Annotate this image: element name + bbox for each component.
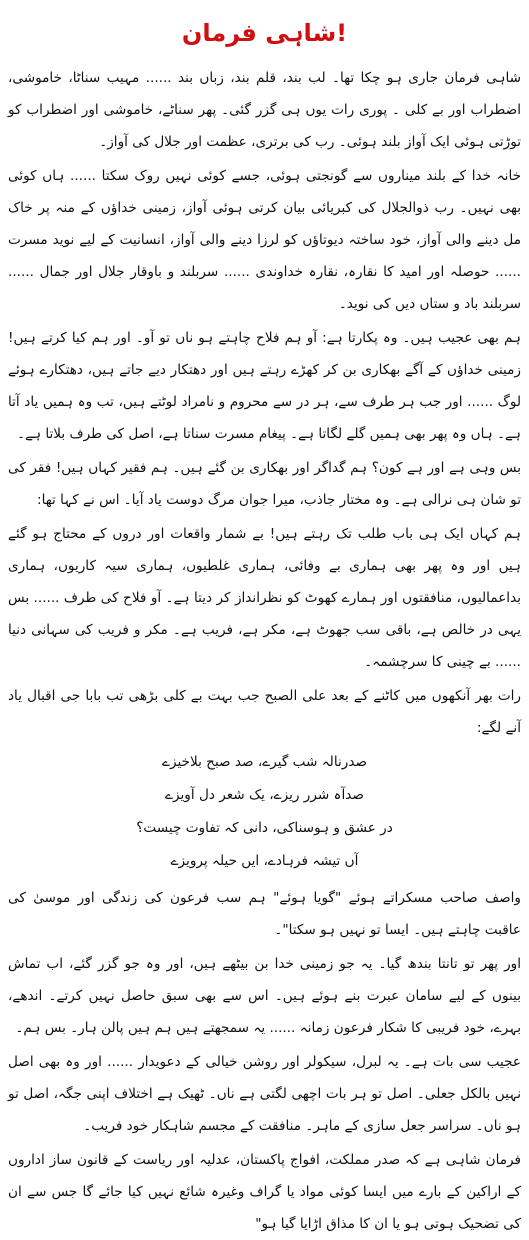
paragraph-6: رات بھر آنکھوں میں کاٹنے کے بعد علی الصبح جب بہت بے کلی بڑھی تب بابا جی اقبال یاد آنے لگے: xyxy=(8,688,521,736)
verse-line-1: صدرنالہ شب گیرے، صد صبح بلاخیزے xyxy=(161,754,367,770)
paragraph-10: فرمان شاہی ہے کہ صدر مملکت، افواج پاکستان، عدلیہ اور ریاست کے قانون ساز اداروں کے اراکین کے بارے میں ایسا کوئی مواد یا گراف وغیرہ شائع نہیں کیا جائے گا جس سے ان کی تضحیک ہوتی ہو یا ان کا مذاق اڑایا گیا ہو" xyxy=(8,1152,521,1232)
paragraph-5: ہم کہاں ایک ہی باب طلب تک رہتے ہیں! بے شمار واقعات اور دروں کے محتاج ہو گئے ہیں اور وہ پھر بھی ہماری بے وفائی، ہماری غلطیوں، ہماری سیہ کاریوں، ہماری بداعمالیوں، منافقتوں اور ہمارے کھوٹ کو نظرانداز کر دیتا ہے۔ آو فلاح کی طرف ...... بس یہی در خالص ہے، باقی سب جھوٹ ہے، مکر ہے، فریب ہے۔ مکر و فریب کی سہانی دنیا ...... بے چینی کا سرچشمہ۔ xyxy=(8,526,521,670)
paragraph-3: ہم بھی عجیب ہیں۔ وہ پکارتا ہے: آو ہم فلاح چاہتے ہو ناں تو آو۔ اور ہم کیا کرتے ہیں! زمینی خداؤں کے آگے بھکاری بن کر کھڑے رہتے ہیں اور دھتکار دیے جاتے ہیں، دھتکارے ہوئے لوگ ...... اور جب ہر طرف سے، ہر در سے محروم و نامراد لوٹتے ہیں، تب وہ ہمیں یاد آتا ہے۔ ہاں وہ پھر بھی ہمیں گلے لگاتا ہے۔ پیغام مسرت سناتا ہے، اصل کی طرف بلاتا ہے۔ xyxy=(8,330,521,442)
paragraph-1: شاہی فرمان جاری ہو چکا تھا۔ لب بند، قلم بند، زباں بند ...... مہیب سناٹا، خاموشی، اضطراب اور بے کلی ۔ پوری رات یوں ہی گزر گئی۔ پھر سناٹے، خاموشی اور اضطراب کو توڑتی ہوئی ایک آواز بلند ہوئی۔ رب کی برتری، عظمت اور جلال کی آواز۔ xyxy=(8,70,521,150)
paragraph-9: عجیب سی بات ہے۔ یہ لبرل، سیکولر اور روشن خیالی کے دعویدار ...... اور وہ بھی اصل نہیں بالکل جعلی۔ اصل تو ہر بات اچھی لگتی ہے ناں۔ ٹھیک ہے اختلاف اپنی جگہ، اصل تو ہو ناں۔ سراسر جعل سازی کے ماہر۔ منافقت کے مجسم شاہکار خود فریب۔ xyxy=(8,1054,521,1134)
verse-line-3: در عشق و ہوسناکی، دانی کہ تفاوت چیست؟ xyxy=(136,820,393,836)
paragraph-8: اور پھر تو تانتا بندھ گیا۔ یہ جو زمینی خدا بن بیٹھے ہیں، اور وہ جو گزر گئے، اب تماش بینوں کے لیے سامان عبرت بنے ہوئے ہیں۔ اس سے بھی سبق حاصل نہیں کرتے۔ اندھے، بہرے، خود فریبی کا شکار فرعون زمانہ ...... یہ سمجھتے ہیں ہم ہیں پالن ہار۔ بس ہم۔ xyxy=(8,956,521,1036)
verse-line-2: صدآہ شرر ریزے، یک شعر دل آویزے xyxy=(165,787,364,803)
verse-line-4: آں تیشہ فرہادے، ایں حیلہ پرویزے xyxy=(170,853,359,869)
poem-verses xyxy=(8,746,521,878)
paragraph-2: خانہ خدا کے بلند میناروں سے گونجتی ہوئی، جسے کوئی نہیں روک سکتا ...... ہاں کوئی بھی نہیں۔ رب ذوالجلال کی کبریائی بیان کرتی ہوئی آواز، زمینی خداؤں کے منہ پر خاک مل دینے والی آواز، خود ساختہ دیوتاؤں کو لرزا دینے والی آواز، انسانیت کے لیے نوید مسرت ...... حوصلہ اور امید کا نقارہ، نقارہ خداوندی ...... سربلند و باوقار جلال اور جمال ...... سربلند باد و ستاں دیں کی نوید۔ xyxy=(8,168,521,312)
article-title: شاہی فرمان! xyxy=(181,19,348,47)
paragraph-7: واصف صاحب مسکراتے ہوئے "گویا ہوئے" ہم سب فرعون کی زندگی اور موسیٰ کی عاقبت چاہتے ہیں۔ ایسا تو نہیں ہو سکتا"۔ xyxy=(8,890,521,938)
paragraph-4: بس وہی ہے اور ہے کون؟ ہم گداگر اور بھکاری بن گئے ہیں۔ ہم فقیر کہاں ہیں! فقر کی تو شان ہی نرالی ہے۔ وہ مختار جاذب، میرا جوان مرگ دوست یاد آیا۔ اس نے کہا تھا: xyxy=(8,460,521,508)
